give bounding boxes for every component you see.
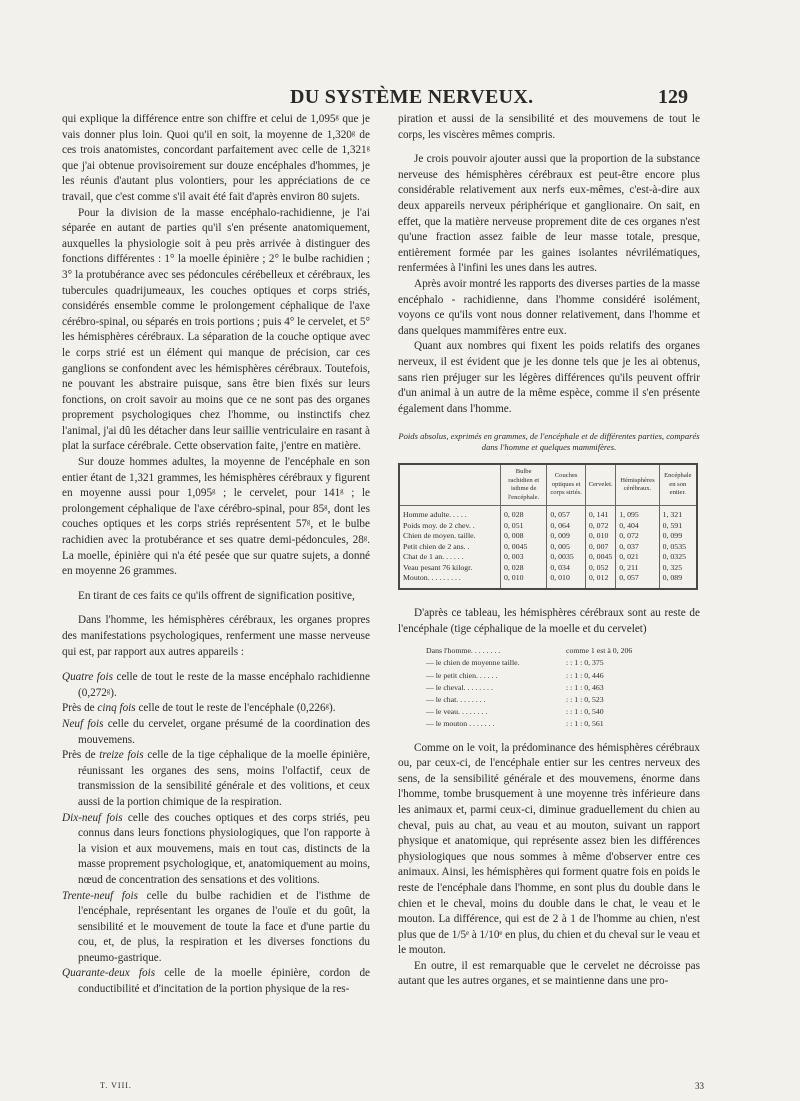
table-cell: 0, 057 (616, 573, 659, 589)
row-label: Petit chien de 2 ans. . (399, 542, 501, 553)
table-cell: 0, 008 (501, 531, 547, 542)
table-cell: 0, 028 (501, 563, 547, 574)
row-label: Homme adulte. . . . . (399, 505, 501, 520)
paragraph: Sur douze hommes adultes, la moyenne de l'encéphale en son entier étant de 1,321 grammes, les hémisphères cérébraux y figurent en moyenne aussi pour 1,095ᵍ ; le cervelet, pour 141ᵍ ; le prolongement céphalique de l'axe cérébro-spinal, pour 85ᵍ, dont les couches optiques et les corps striés représentent 57ᵍ, et le bulbe rachidien avec la protubérance et ses quatre demi-pédoncules, 28ᵍ. La moelle, épinière qui n'a été pesée que sur quatre sujets, a donné en moyenne 26 grammes. (62, 456, 370, 578)
table-cell: 0, 010 (501, 573, 547, 589)
table-cell: 1, 095 (616, 505, 659, 520)
paragraph: En outre, il est remarquable que le cervelet ne décroisse pas autant que les autres organes, et se maintienne dans une pro- (398, 959, 700, 988)
table-cell: 1, 321 (659, 505, 697, 520)
column-header: Encéphale en son entier. (659, 464, 697, 505)
table-row (399, 505, 697, 520)
table-cell: 0, 325 (659, 563, 697, 574)
list-item: Près de treize fois celle de la tige céphalique de la moelle épinière, réunissant les organes des sens, moins l'olfactif, ceux de transmission de la sensibilité générale et des volitions, et ceux aussi de la portion chimique de la respiration. (62, 749, 370, 808)
paragraph: piration et aussi de la sensibilité et des mouvemens de tout le corps, les viscères mêmes compris. (398, 113, 700, 141)
table-cell: 0, 010 (547, 573, 586, 589)
ratio-list (62, 670, 370, 997)
running-header (0, 86, 800, 110)
running-title: DU SYSTÈME NERVEUX. (290, 86, 534, 108)
list-item: Quatre fois celle de tout le reste de la masse encéphalo rachidienne (0,272ᵍ). (62, 671, 370, 699)
emphasis: Dix-neuf fois (62, 811, 123, 824)
table-cell: 0, 064 (547, 521, 586, 532)
emphasis: Quatre fois (62, 671, 113, 684)
list-item: Neuf fois celle du cervelet, organe présumé de la coordination des mouvemens. (62, 717, 370, 746)
ratio-row: — le veau. . . . . . . . : : 1 : 0, 540 (426, 707, 604, 717)
column-header (399, 464, 501, 505)
table-cell: 0, 034 (547, 563, 586, 574)
left-column (62, 112, 370, 998)
table-cell: 0, 211 (616, 563, 659, 574)
page-number: 129 (658, 86, 688, 108)
table-row (399, 542, 697, 553)
table-cell: 0, 051 (501, 521, 547, 532)
table-header-row (399, 464, 697, 505)
table-caption: Poids absolus, exprimés en grammes, de l'encéphale et de différentes parties, comparés dans l'homme et quelques mammifères. (398, 431, 700, 453)
emphasis: treize fois (99, 749, 144, 762)
paragraph: Comme on le voit, la prédominance des hémisphères cérébraux ou, par ceux-ci, de l'encéphale entier sur les centres nerveux des sens, de la sensibilité générale et des mouvemens, énorme dans l'homme, tombe brusquement à une moyenne très inférieure dans les animaux et, parmi ceux-ci, diminue graduellement du chien au cheval, puis au chat, au veau et au mouton, suivant un rapport physique et anatomique, qui représente assez bien les différences physiologiques que nous sommes à même d'observer entre ces animaux. Ainsi, les hémisphères qui forment quatre fois en poids le reste de l'encéphale dans l'homme, en sont plus du double dans le chien et le cheval, moins du double dans le chat, le veau et le mouton. La différence, qui est de 2 à 1 de l'homme au chien, n'est plus que de 1/5ᵉ à 1/10ᵉ en plus, du chien et du cheval sur le veau et le mouton. (398, 741, 700, 957)
paragraph: Quant aux nombres qui fixent les poids relatifs des organes nerveux, il est évident que je les donne tels que je les ai obtenus, sans rien préjuger sur les légères différences qu'ils peuvent offrir d'un animal à un autre de la même espèce, comme il s'en présente également dans l'homme. (398, 340, 700, 415)
table-cell: 0, 0045 (501, 542, 547, 553)
table-cell: 0, 072 (585, 521, 615, 532)
table-cell: 0, 141 (585, 505, 615, 520)
ratio-row: — le petit chien. . . . . . : : 1 : 0, 446 (426, 670, 604, 680)
table-cell: 0, 052 (585, 563, 615, 574)
list-item: Près de cinq fois celle de tout le reste de l'encéphale (0,226ᵍ). (62, 702, 336, 715)
row-label: Poids moy. de 2 chev. . (399, 521, 501, 532)
weights-table (398, 463, 698, 590)
row-label: Chat de 1 an. . . . . . (399, 552, 501, 563)
table-cell: 0, 099 (659, 531, 697, 542)
right-column (398, 112, 700, 990)
paragraph: Dans l'homme, les hémisphères cérébraux, les organes propres des manifestations psychologiques, renferment une masse nerveuse qui est, par rapport aux autres appareils : (62, 614, 370, 658)
list-item: Quarante-deux fois celle de la moelle épinière, cordon de conductibilité et d'incitation de la portion physique de la res- (62, 967, 371, 996)
table-cell: 0, 037 (616, 542, 659, 553)
column-header: Couches optiques et corps striés. (547, 464, 586, 505)
ratio-row: — le mouton . . . . . . . : : 1 : 0, 561 (426, 719, 604, 729)
emphasis: Neuf fois (62, 717, 104, 730)
ratio-row: — le chat. . . . . . . . : : 1 : 0, 523 (426, 695, 604, 704)
paragraph: En tirant de ces faits ce qu'ils offrent de signification positive, (78, 589, 355, 602)
table-cell: 0, 089 (659, 573, 697, 589)
table-cell: 0, 010 (585, 531, 615, 542)
table-cell: 0, 005 (547, 542, 586, 553)
row-label: Chien de moyen. taille. (399, 531, 501, 542)
table-cell: 0, 003 (501, 552, 547, 563)
table-cell: 0, 0535 (659, 542, 697, 553)
table-cell: 0, 007 (585, 542, 615, 553)
table-row (399, 531, 697, 542)
table-cell: 0, 012 (585, 573, 615, 589)
table-row (399, 563, 697, 574)
table-cell: 0, 0045 (585, 552, 615, 563)
column-header: Bulbe rachidien et isthme de l'encéphale. (501, 464, 547, 505)
row-label: Veau pesant 76 kilogr. (399, 563, 501, 574)
list-item: Dix-neuf fois celle des couches optiques et des corps striés, peu connus dans leurs fonctions physiologiques, que l'on rapporte à la vision et aux mouvemens, mais en tout cas, distincts de la masse proprement psychologique, et, anatomiquement au moins, nœud de concentration des sensations et des volitions. (62, 811, 370, 886)
table-cell: 0, 009 (547, 531, 586, 542)
paragraph: Pour la division de la masse encéphalo-rachidienne, je l'ai séparée en autant de parties qu'il s'en présente anatomiquement, auxquelles la physiologie soit à peu près arrivée à distinguer des fonctions différentes : 1° la moelle épinière ; 2° le bulbe rachidien ; 3° la protubérance avec ses pédoncules cérébelleux et cérébraux, les tubercules quadrijumeaux, les couches optiques et corps striés, considérés ensemble comme le prolongement céphalique de l'axe cérébro-spinal, ou séparés en trois portions ; puis 4° le cervelet, et 5° les hémisphères cérébraux. La séparation de la couche optique avec le corps strié est un élément qui manque de précision, car ces ganglions se confondent avec les hémisphères cérébraux. Toutefois, ne pouvant les abstraire puisque, sans être bien fixés sur leurs fonctions, on croit savoir au moins que ce ne sont pas des organes proprement psychologiques chez l'homme, ou instinctifs chez l'animal, j'ai dû les détacher dans leur saillie ventriculaire en rasant à plat la surface cérébrale. Cette observation faite, j'entre en matière. (62, 206, 370, 453)
emphasis: Trente-neuf fois (62, 889, 138, 902)
ratio-row: — le cheval. . . . . . . . : : 1 : 0, 463 (426, 682, 604, 692)
table-cell: 0, 404 (616, 521, 659, 532)
ratio-row: — le chien de moyenne taille. : : 1 : 0, 375 (426, 658, 604, 668)
emphasis: cinq fois (97, 702, 136, 715)
ratio-table (426, 645, 700, 730)
table-cell: 0, 028 (501, 505, 547, 520)
sheet-number: 33 (695, 1081, 704, 1091)
ratio-row: Dans l'homme. . . . . . . . comme 1 est à 0, 206 (426, 646, 633, 656)
column-header: Hémisphères cérébraux. (616, 464, 659, 505)
table-cell: 0, 021 (616, 552, 659, 563)
table-cell: 0, 0035 (547, 552, 586, 563)
table-row (399, 573, 697, 589)
table-row (399, 552, 697, 563)
paragraph: D'après ce tableau, les hémisphères cérébraux sont au reste de l'encéphale (tige céphalique de la moelle et du cervelet) (398, 607, 700, 635)
table-row (399, 521, 697, 532)
paragraph: Je crois pouvoir ajouter aussi que la proportion de la substance nerveuse des hémisphères cérébraux est peut-être encore plus considérable relativement aux nerfs eux-mêmes, c'est-à-dire aux deux appareils nerveux périphérique et ganglionaire. On sait, en effet, que la matière nerveuse proprement dite de ces organes n'est qu'une fraction assez faible de leur masse totale, presque, entièrement formée par les gaines isolantes névrilématiques, renfermées à l'infini les unes dans les autres. (398, 153, 700, 275)
paragraph: qui explique la différence entre son chiffre et celui de 1,095ᵍ que je vais donner plus loin. Quoi qu'il en soit, la moyenne de 1,320ᵍ de ces trois anatomistes, concordant parfaitement avec celle de 1,321ᵍ que j'ai obtenue provisoirement sur douze encéphales d'hommes, je les réunis d'autant plus volontiers, pour les appréciations de ce travail, que c'est comme s'il avait été fait d'après environ 80 sujets. (62, 113, 370, 203)
emphasis: Quarante-deux fois (62, 967, 156, 980)
signature-mark: T. VIII. (100, 1081, 132, 1090)
row-label: Mouton. . . . . . . . . (399, 573, 501, 589)
table-cell: 0, 072 (616, 531, 659, 542)
paragraph: Après avoir montré les rapports des diverses parties de la masse encéphalo - rachidienne, dans l'homme considéré isolément, voyons ce qu'ils vont nous donner relativement, dans l'homme et dans quelques mammifères entre eux. (398, 277, 700, 337)
list-item: Trente-neuf fois celle du bulbe rachidien et de l'isthme de l'encéphale, représentant les organes de l'ouïe et du goût, la sensibilité et le mouvement de toute la face et d'une partie du cou, et, de plus, la respiration et les diverses fonctions du pneumo-gastrique. (62, 889, 370, 964)
table-cell: 0, 591 (659, 521, 697, 532)
column-header: Cervelet. (585, 464, 615, 505)
table-cell: 0, 057 (547, 505, 586, 520)
table-cell: 0, 0325 (659, 552, 697, 563)
